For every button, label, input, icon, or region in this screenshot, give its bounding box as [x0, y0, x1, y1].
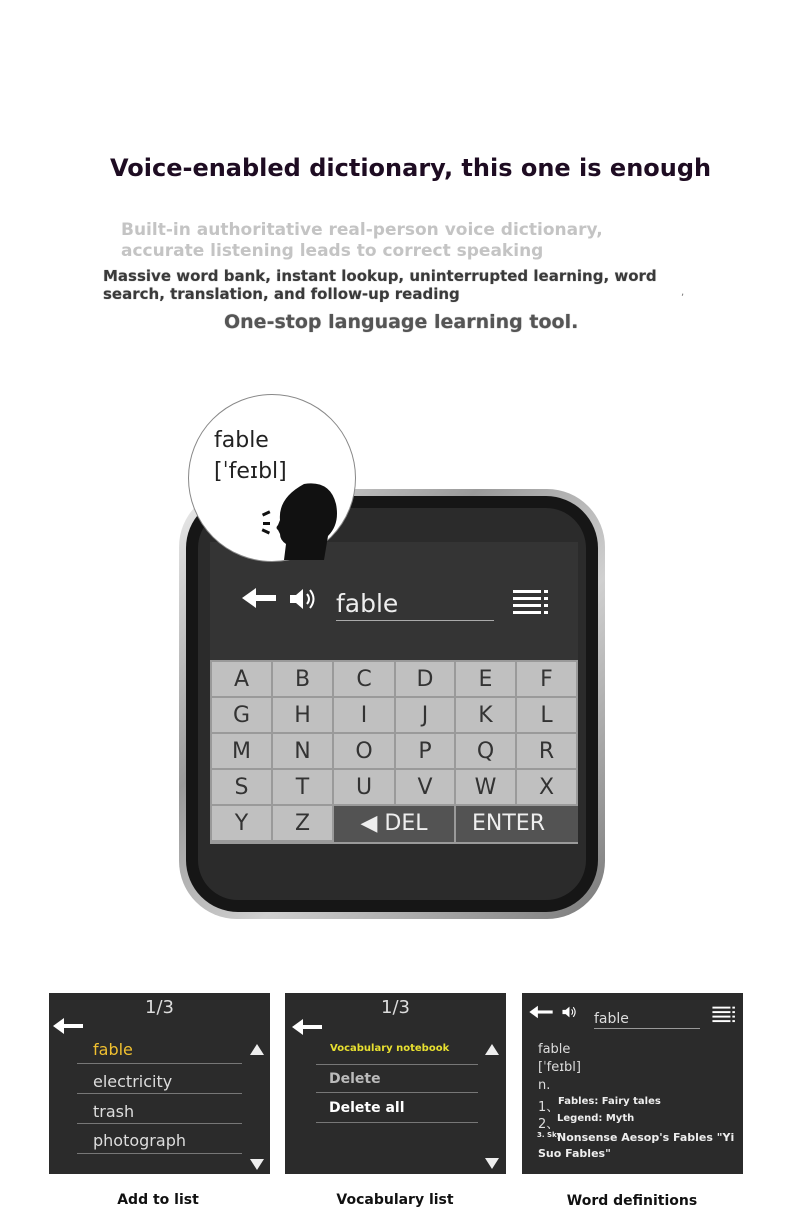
speaker-icon[interactable]	[288, 586, 320, 612]
key-z[interactable]: Z	[273, 806, 332, 840]
divider	[316, 1092, 478, 1093]
subtitle-features: Massive word bank, instant lookup, uninterrupted learning, word search, translation, and follow-up reading	[103, 267, 657, 303]
key-y[interactable]: Y	[212, 806, 271, 840]
key-g[interactable]: G	[212, 698, 271, 732]
key-t[interactable]: T	[273, 770, 332, 804]
back-arrow-icon[interactable]	[529, 1005, 553, 1019]
scroll-up-icon[interactable]	[250, 1044, 264, 1055]
key-i[interactable]: I	[334, 698, 394, 732]
add-to-list-panel	[49, 993, 270, 1174]
page-indicator: 1/3	[145, 997, 174, 1018]
list-item[interactable]: electricity	[93, 1072, 173, 1091]
menu-list-icon[interactable]	[712, 1006, 736, 1024]
key-d[interactable]: D	[396, 662, 454, 696]
caption-word-definitions: Word definitions	[566, 1193, 698, 1209]
key-k[interactable]: K	[456, 698, 515, 732]
key-r[interactable]: R	[517, 734, 576, 768]
divider	[77, 1123, 242, 1124]
key-e[interactable]: E	[456, 662, 515, 696]
key-n[interactable]: N	[273, 734, 332, 768]
speaking-head-icon	[258, 478, 342, 560]
back-arrow-icon[interactable]	[242, 586, 276, 610]
delete-key[interactable]: ◀ DEL	[334, 806, 454, 842]
page-title: Voice-enabled dictionary, this one is enough	[110, 154, 712, 182]
letter-keyboard	[210, 660, 578, 844]
definition-2: Legend: Myth	[557, 1113, 635, 1124]
caption-add-to-list: Add to list	[117, 1192, 199, 1208]
tagline: One-stop language learning tool.	[224, 311, 579, 333]
back-arrow-icon[interactable]	[53, 1017, 83, 1035]
key-j[interactable]: J	[396, 698, 454, 732]
definition-2-number: 2、	[538, 1117, 560, 1132]
key-p[interactable]: P	[396, 734, 454, 768]
key-c[interactable]: C	[334, 662, 394, 696]
key-q[interactable]: Q	[456, 734, 515, 768]
key-o[interactable]: O	[334, 734, 394, 768]
search-input[interactable]: fable	[594, 1011, 700, 1029]
menu-item-delete[interactable]: Delete	[329, 1071, 381, 1087]
key-b[interactable]: B	[273, 662, 332, 696]
vocabulary-list-panel	[285, 993, 506, 1174]
menu-item-delete-all[interactable]: Delete all	[329, 1100, 405, 1116]
definition-3: Nonsense Aesop's Fables "Yi Suo Fables"	[538, 1131, 735, 1160]
key-m[interactable]: M	[212, 734, 271, 768]
key-l[interactable]: L	[517, 698, 576, 732]
bubble-word: fable	[214, 428, 269, 453]
divider	[77, 1153, 242, 1154]
menu-list-icon[interactable]	[513, 589, 549, 617]
key-u[interactable]: U	[334, 770, 394, 804]
page-indicator: 1/3	[381, 997, 410, 1018]
definition-1-number: 1、	[538, 1100, 560, 1115]
back-arrow-icon[interactable]	[292, 1018, 322, 1036]
key-v[interactable]: V	[396, 770, 454, 804]
scroll-up-icon[interactable]	[485, 1044, 499, 1055]
stray-comma: ,	[681, 287, 685, 298]
key-x[interactable]: X	[517, 770, 576, 804]
divider	[77, 1093, 242, 1094]
divider	[77, 1063, 242, 1064]
word-definitions-panel	[522, 993, 743, 1174]
list-item[interactable]: trash	[93, 1102, 135, 1121]
bubble-phonetic: [ˈfeɪbl]	[214, 459, 287, 484]
key-w[interactable]: W	[456, 770, 515, 804]
subtitle-voice: Built-in authoritative real-person voice dictionary, accurate listening leads to correct speaking	[121, 220, 603, 261]
key-s[interactable]: S	[212, 770, 271, 804]
menu-item-vocabulary-notebook[interactable]: Vocabulary notebook	[330, 1043, 450, 1054]
definition-phonetic: [ˈfeɪbl]	[538, 1060, 581, 1075]
definition-1: Fables: Fairy tales	[558, 1096, 661, 1107]
scroll-down-icon[interactable]	[485, 1158, 499, 1169]
enter-key[interactable]: ENTER	[456, 806, 578, 842]
scroll-down-icon[interactable]	[250, 1159, 264, 1170]
key-f[interactable]: F	[517, 662, 576, 696]
part-of-speech: n.	[538, 1078, 551, 1093]
search-input[interactable]: fable	[336, 588, 494, 621]
definition-3-number: 3. Sky	[537, 1131, 562, 1139]
caption-vocabulary-list: Vocabulary list	[336, 1192, 454, 1208]
key-a[interactable]: A	[212, 662, 271, 696]
speaker-icon[interactable]	[561, 1005, 579, 1019]
divider	[316, 1122, 478, 1123]
list-item[interactable]: fable	[93, 1040, 133, 1059]
divider	[316, 1064, 478, 1065]
list-item[interactable]: photograph	[93, 1131, 186, 1150]
definition-word: fable	[538, 1042, 571, 1057]
key-h[interactable]: H	[273, 698, 332, 732]
